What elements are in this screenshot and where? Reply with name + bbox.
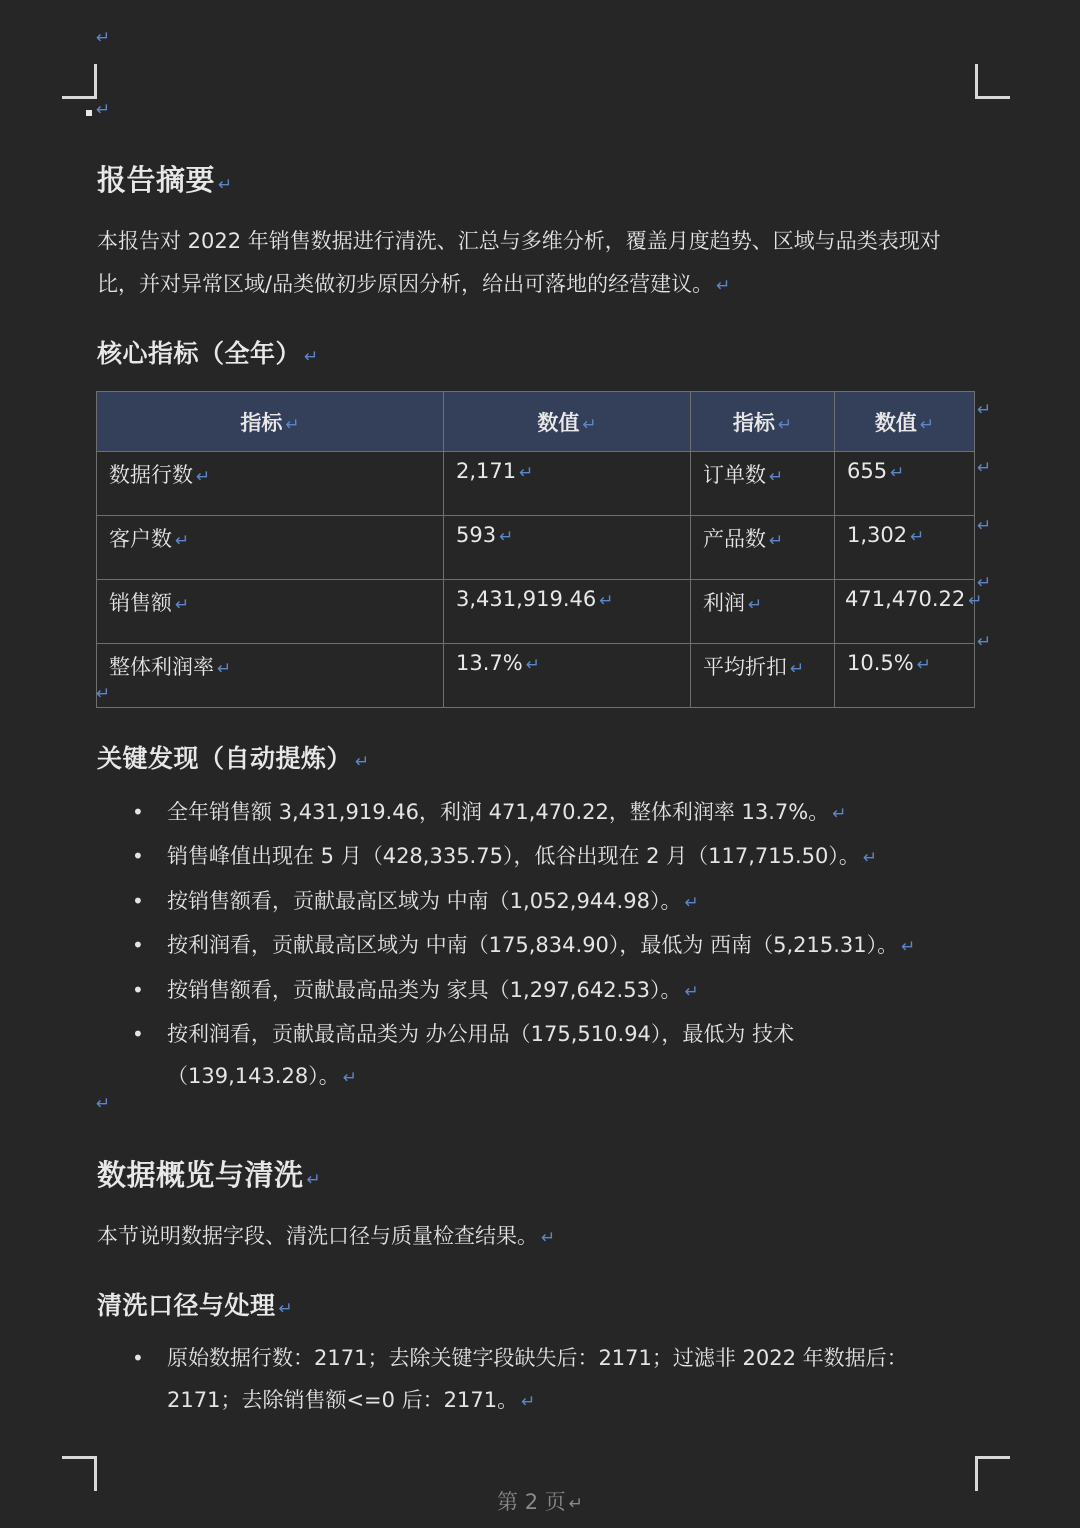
list-item: • 按利润看，贡献最高品类为 办公用品（175,510.94），最低为 技术（139,143.28）。 ↵ xyxy=(132,1022,795,1089)
page-number-footer: 第 2 页 ↵ xyxy=(497,1490,583,1514)
table-header-cell: 数值 ↵ xyxy=(835,392,975,452)
metric-value-cell: 3,431,919.46 ↵ xyxy=(444,580,691,644)
key-findings-list xyxy=(130,791,990,1100)
metric-label-cell: 整体利润率 ↵ xyxy=(97,644,444,708)
table-row xyxy=(97,452,975,516)
row-end-mark: ↵ xyxy=(977,400,992,420)
section-heading-summary: 报告摘要 ↵ xyxy=(97,163,233,197)
cleaning-list xyxy=(130,1337,970,1424)
list-item: • 按利润看，贡献最高区域为 中南（175,834.90），最低为 西南（5,215.31）。 ↵ xyxy=(132,933,916,958)
paragraph-mark: ↵ xyxy=(96,684,111,704)
list-item: • 按销售额看，贡献最高区域为 中南（1,052,944.98）。 ↵ xyxy=(132,888,699,913)
metric-label-cell: 平均折扣 ↵ xyxy=(691,644,835,708)
overview-paragraph: 本节说明数据字段、清洗口径与质量检查结果。 ↵ xyxy=(97,1224,556,1248)
summary-paragraph: 本报告对 2022 年销售数据进行清洗、汇总与多维分析，覆盖月度趋势、区域与品类表现对比，并对异常区域/品类做初步原因分析，给出可落地的经营建议。 ↵ xyxy=(97,229,941,296)
metric-value-cell: 2,171 ↵ xyxy=(444,452,691,516)
section-heading-overview: 数据概览与清洗 ↵ xyxy=(97,1158,322,1192)
metric-label-cell: 产品数 ↵ xyxy=(691,516,835,580)
list-item: • 按销售额看，贡献最高品类为 家具（1,297,642.53）。 ↵ xyxy=(132,977,699,1002)
list-item: • 全年销售额 3,431,919.46，利润 471,470.22，整体利润率 13.7%。 ↵ xyxy=(132,800,847,824)
text-cursor xyxy=(86,110,92,116)
metric-label-cell: 订单数 ↵ xyxy=(691,452,835,516)
crop-mark-top-left xyxy=(62,64,97,99)
list-item: • 原始数据行数：2171；去除关键字段缺失后：2171；过滤非 2022 年数据后：2171；去除销售额<=0 后：2171。 ↵ xyxy=(132,1346,908,1413)
table-row xyxy=(97,644,975,708)
metric-value-cell: 655 ↵ xyxy=(835,452,975,516)
metric-value-cell: 13.7% ↵ xyxy=(444,644,691,708)
metric-value-cell: 1,302 ↵ xyxy=(835,516,975,580)
table-header-cell: 数值 ↵ xyxy=(444,392,691,452)
metric-value-cell: 10.5% ↵ xyxy=(835,644,975,708)
subheading-key-findings: 关键发现（自动提炼） ↵ xyxy=(97,744,370,773)
table-header-cell: 指标 ↵ xyxy=(691,392,835,452)
subheading-cleaning: 清洗口径与处理 ↵ xyxy=(97,1291,294,1320)
row-end-mark: ↵ xyxy=(977,632,992,652)
table-row xyxy=(97,516,975,580)
table-header-row xyxy=(97,392,975,452)
table-header-cell: 指标 ↵ xyxy=(97,392,444,452)
crop-mark-top-right xyxy=(975,64,1010,99)
metric-label-cell: 客户数 ↵ xyxy=(97,516,444,580)
subheading-core-metrics: 核心指标（全年） ↵ xyxy=(97,339,319,368)
table-row xyxy=(97,580,975,644)
row-end-mark: ↵ xyxy=(977,516,992,536)
metric-label-cell: 利润 ↵ xyxy=(691,580,835,644)
core-metrics-table xyxy=(96,391,983,708)
row-end-mark: ↵ xyxy=(977,458,992,478)
metric-label-cell: 销售额 ↵ xyxy=(97,580,444,644)
metric-label-cell: 数据行数 ↵ xyxy=(97,452,444,516)
metric-value-cell: 593 ↵ xyxy=(444,516,691,580)
paragraph-mark: ↵ xyxy=(96,100,111,120)
row-end-mark: ↵ xyxy=(977,573,992,593)
paragraph-mark: ↵ xyxy=(96,1094,111,1114)
list-item: • 销售峰值出现在 5 月（428,335.75），低谷出现在 2 月（117,715.50）。 ↵ xyxy=(132,844,878,869)
metric-value-cell: 471,470.22 ↵ xyxy=(835,580,975,644)
paragraph-mark: ↵ xyxy=(96,28,111,48)
